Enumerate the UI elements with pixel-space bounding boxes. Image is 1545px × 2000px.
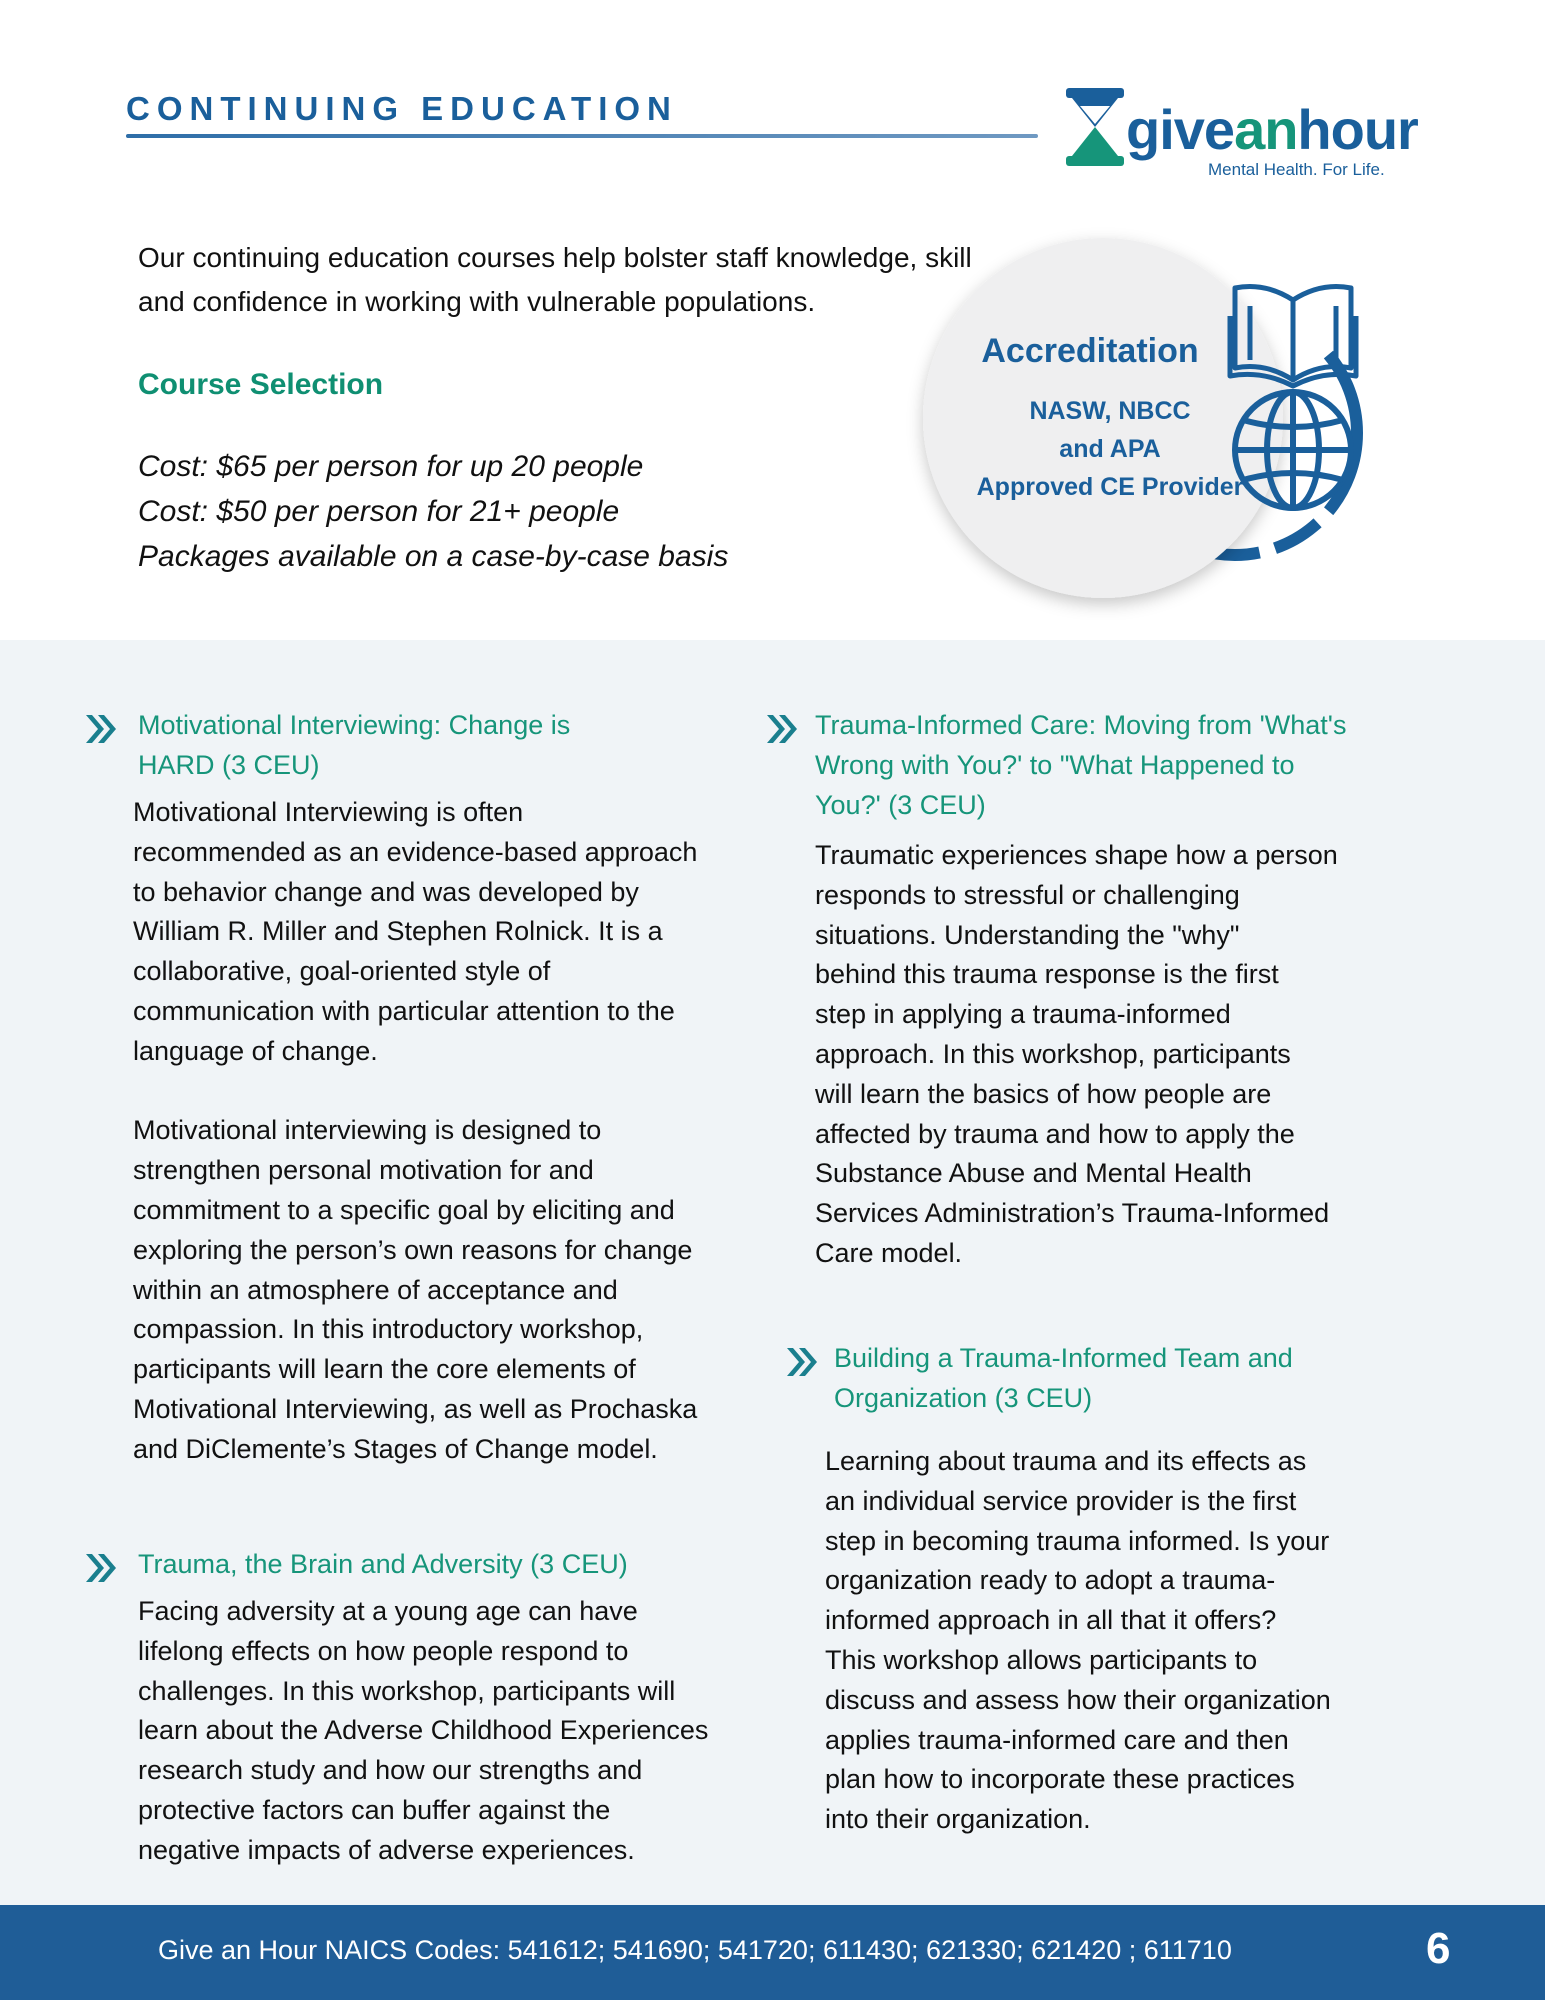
- chevron-right-icon: [763, 709, 803, 749]
- logo-tagline: Mental Health. For Life.: [1208, 160, 1385, 179]
- cost-line: Packages available on a case-by-case basis: [138, 540, 729, 573]
- cost-line: Cost: $65 per person for up 20 people: [138, 450, 644, 483]
- logo-wordmark: giveanhour: [1126, 98, 1418, 161]
- accreditation-title: Accreditation: [981, 332, 1199, 370]
- chevron-right-icon: [783, 1342, 823, 1382]
- hourglass-logo-icon: [1062, 86, 1128, 168]
- course-description: Facing adversity at a young age can have lifelong effects on how people respond to challenges. In this workshop, participants will learn about the Adverse Childhood Experiences research study and how our strengths and protective factors can buffer against the negative impacts of adverse experiences.: [138, 1596, 709, 1865]
- accreditation-text: NASW, NBCC and APA Approved CE Provider: [976, 397, 1244, 501]
- cost-line: Cost: $50 per person for 21+ people: [138, 495, 620, 528]
- course-selection-heading: Course Selection: [138, 368, 384, 401]
- cost-list: [138, 444, 728, 579]
- course-description: Learning about trauma and its effects as an individual service provider is the first step in becoming trauma informed. Is your organization ready to adopt a trauma- informed approach in all that it offers? This workshop allows participants to discuss and assess how their organization applies trauma-informed care and then plan how to incorporate these practices into their organization.: [825, 1446, 1331, 1835]
- course-title: Building a Trauma-Informed Team and Organization (3 CEU): [834, 1343, 1293, 1413]
- section-title: CONTINUING EDUCATION: [126, 90, 678, 127]
- intro-paragraph: Our continuing education courses help bolster staff knowledge, skill and confidence in working with vulnerable populations.: [138, 242, 972, 317]
- course-title: Trauma, the Brain and Adversity (3 CEU): [138, 1549, 628, 1579]
- course-description: Traumatic experiences shape how a person responds to stressful or challenging situations. Understanding the "why" behind this trauma response is the first step in applying a trauma-informed approach. In this workshop, participants will learn the basics of how people are affected by trauma and how to apply the Substance Abuse and Mental Health Services Administration’s Trauma-Informed Care model.: [815, 840, 1338, 1268]
- page-number: 6: [1426, 1924, 1451, 1973]
- title-divider: [126, 134, 1038, 138]
- course-title: Trauma-Informed Care: Moving from 'What's Wrong with You?' to "What Happened to You?' (3 CEU): [815, 710, 1347, 820]
- footer-naics-codes: Give an Hour NAICS Codes: 541612; 541690; 541720; 611430; 621330; 621420 ; 611710: [158, 1935, 1232, 1965]
- course-description: Motivational Interviewing is often recommended as an evidence-based approach to behavior change and was developed by William R. Miller and Stephen Rolnick. It is a collaborative, goal-oriented style of communication with particular attention to the language of change. Motivational interviewing is designed to strengthen personal motivation for and commitment to a specific goal by eliciting and exploring the person’s own reasons for change within an atmosphere of acceptance and compassion. In this introductory workshop, participants will learn the core elements of Motivational Interviewing, as well as Prochaska and DiClemente’s Stages of Change model.: [133, 797, 698, 1464]
- chevron-right-icon: [82, 1548, 122, 1588]
- chevron-right-icon: [82, 709, 122, 749]
- course-title: Motivational Interviewing: Change is HARD (3 CEU): [138, 710, 571, 780]
